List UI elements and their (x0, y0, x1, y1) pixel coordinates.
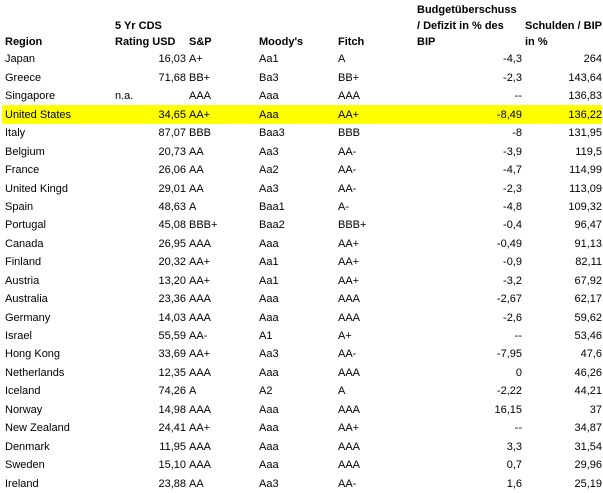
cell-region: France (5, 164, 40, 177)
table-row (2, 290, 602, 308)
cell-budget: -- (514, 422, 522, 435)
cell-moodys: Aa1 (259, 53, 279, 66)
cell-region: Portugal (5, 219, 46, 232)
cell-sp: AAA (189, 237, 212, 250)
table-row (2, 68, 602, 86)
cell-moodys: Aaa (259, 311, 279, 324)
cell-cds: 23,36 (158, 293, 186, 306)
table-row (2, 198, 602, 216)
cell-region: New Zealand (5, 422, 70, 435)
cell-fitch: AA- (338, 348, 357, 361)
cell-budget: -0,49 (496, 237, 522, 250)
cell-fitch: AA+ (338, 237, 360, 250)
cell-region: Spain (5, 200, 34, 213)
cell-fitch: A (338, 53, 346, 66)
cell-region: Hong Kong (5, 348, 61, 361)
table-row (2, 105, 602, 123)
table-row (2, 124, 602, 142)
cell-fitch: AA+ (338, 274, 360, 287)
cell-fitch: AAA (338, 366, 361, 379)
cell-fitch: AA+ (335, 105, 414, 123)
cell-moodys: Baa1 (259, 200, 285, 213)
cell-region: Sweden (5, 459, 45, 472)
cell-cds: 45,08 (158, 219, 186, 232)
table-row (2, 400, 602, 418)
cell-budget: -- (514, 330, 522, 342)
header-budget: Budgetüberschuss / Defizit in % des BIP (417, 4, 517, 48)
cell-cds: 29,01 (158, 182, 186, 195)
cell-moodys: Aa2 (259, 164, 279, 177)
cell-cds: 71,68 (158, 71, 186, 84)
cell-debt: 59,62 (574, 311, 602, 324)
cell-cds: 55,59 (158, 330, 186, 342)
cell-region: Belgium (5, 145, 45, 158)
cell-debt: 34,87 (574, 422, 602, 435)
cell-sp: AAA (189, 311, 212, 324)
cell-debt: 136,22 (522, 105, 602, 123)
cell-budget: -8 (512, 127, 522, 140)
cell-sp: AAA (189, 293, 212, 306)
cell-budget: -3,9 (503, 145, 522, 158)
cell-sp: AA (189, 477, 204, 490)
cell-cds: n.a. (115, 90, 134, 103)
cell-moodys: Aaa (259, 293, 279, 306)
table-row (2, 345, 602, 363)
table-row (2, 327, 602, 345)
cell-fitch: A+ (338, 330, 352, 342)
cell-region: United States (2, 105, 112, 123)
cell-fitch: AAA (338, 311, 361, 324)
cell-budget: 0 (515, 366, 522, 379)
header-moodys: Moody's (259, 36, 304, 48)
header-sp: S&P (189, 36, 212, 48)
cell-cds: 20,73 (158, 145, 186, 158)
cell-sp: BBB (189, 127, 212, 140)
cell-budget: -4,7 (503, 164, 522, 177)
cell-cds: 20,32 (158, 256, 186, 269)
cell-region: Netherlands (5, 366, 65, 379)
cell-sp: AA (189, 145, 204, 158)
cell-cds: 15,10 (158, 459, 186, 472)
cell-sp: AA- (189, 330, 208, 342)
cell-moodys: Aa3 (259, 477, 279, 490)
table-row (2, 382, 602, 400)
cell-cds: 12,35 (158, 366, 186, 379)
cell-moodys: Aaa (259, 403, 279, 416)
cell-sp: AA (189, 164, 204, 177)
cell-debt: 91,13 (574, 237, 602, 250)
cell-debt: 131,95 (568, 127, 602, 140)
cell-region: Ireland (5, 477, 39, 490)
cell-budget: -2,6 (503, 311, 522, 324)
header-cds: 5 Yr CDS Rating USD (115, 20, 176, 48)
table-row (2, 216, 602, 234)
cell-budget: -8,49 (414, 105, 522, 123)
cell-moodys: Aa1 (259, 274, 279, 287)
cell-budget: -- (514, 90, 522, 103)
cell-region: Germany (5, 311, 51, 324)
cell-debt: 47,6 (580, 348, 602, 361)
table-row (2, 234, 602, 252)
table-row (2, 363, 602, 381)
table-row (2, 253, 602, 271)
header-row (2, 2, 602, 50)
cell-moodys: Aaa (259, 459, 279, 472)
cell-fitch: AAA (338, 440, 361, 453)
cell-budget: 1,6 (506, 477, 522, 490)
cell-moodys: Baa2 (259, 219, 285, 232)
cell-cds: 23,88 (158, 477, 186, 490)
cell-debt: 113,09 (569, 182, 602, 195)
sovereign-ratings-table (2, 2, 602, 493)
table-row (2, 456, 602, 474)
cell-moodys: Aa3 (259, 348, 279, 361)
cell-sp: BB+ (189, 71, 211, 84)
cell-fitch: BBB+ (338, 219, 367, 232)
table-row (2, 179, 602, 197)
cell-budget: -0,9 (503, 256, 522, 269)
cell-moodys: Aaa (259, 440, 279, 453)
cell-sp: AAA (189, 440, 212, 453)
cell-debt: 53,46 (574, 330, 602, 342)
cell-region: Iceland (5, 385, 41, 398)
cell-sp: AA+ (189, 348, 211, 361)
cell-debt: 82,11 (575, 256, 602, 269)
cell-debt: 37 (589, 403, 602, 416)
cell-region: Japan (5, 53, 35, 66)
cell-debt: 114,99 (569, 164, 602, 177)
table-row (2, 161, 602, 179)
cell-sp: AAA (189, 403, 212, 416)
header-region: Region (5, 36, 43, 48)
cell-sp: AA (189, 182, 204, 195)
cell-debt: 62,17 (574, 293, 602, 306)
cell-fitch: AA- (338, 145, 357, 158)
cell-fitch: AA- (338, 164, 357, 177)
cell-fitch: AAA (338, 293, 361, 306)
cell-region: United Kingd (5, 182, 68, 195)
cell-budget: -0,4 (503, 219, 522, 232)
cell-moodys: A1 (259, 330, 273, 342)
cell-budget: -4,8 (503, 200, 522, 213)
cell-sp: AA+ (189, 274, 211, 287)
cell-sp: AAA (189, 366, 212, 379)
cell-moodys: Baa3 (259, 127, 285, 140)
cell-budget: 3,3 (506, 440, 522, 453)
cell-moodys: Aaa (259, 366, 279, 379)
table-row (2, 271, 602, 289)
cell-sp: AAA (189, 459, 212, 472)
cell-sp: BBB+ (189, 219, 218, 232)
cell-fitch: A- (338, 200, 349, 213)
header-fitch: Fitch (338, 36, 365, 48)
cell-debt: 25,19 (574, 477, 602, 490)
table-row (2, 50, 602, 68)
cell-debt: 67,92 (574, 274, 602, 287)
cell-sp: A (189, 200, 197, 213)
cell-cds: 33,69 (158, 348, 186, 361)
table-row (2, 87, 602, 105)
table-row (2, 437, 602, 455)
cell-debt: 264 (583, 53, 602, 66)
cell-region: Canada (5, 237, 44, 250)
cell-cds: 74,26 (158, 385, 186, 398)
cell-cds: 11,95 (159, 440, 186, 453)
cell-fitch: AA+ (338, 256, 360, 269)
cell-fitch: BBB (338, 127, 361, 140)
cell-cds: 16,03 (158, 53, 186, 66)
cell-region: Australia (5, 293, 48, 306)
table-row (2, 308, 602, 326)
cell-budget: -7,95 (496, 348, 522, 361)
cell-budget: 16,15 (494, 403, 522, 416)
cell-moodys: Aa3 (259, 182, 279, 195)
cell-fitch: AAA (338, 459, 361, 472)
cell-moodys: Aaa (259, 422, 279, 435)
cell-fitch: AAA (338, 403, 361, 416)
cell-sp: AA+ (189, 422, 211, 435)
cell-moodys: Aaa (259, 90, 279, 103)
cell-debt: 119,5 (575, 145, 602, 158)
cell-debt: 46,26 (574, 366, 602, 379)
cell-moodys: Ba3 (259, 71, 279, 84)
cell-region: Israel (5, 330, 32, 342)
cell-fitch: AA+ (338, 422, 360, 435)
cell-sp: AA+ (189, 256, 211, 269)
cell-budget: -3,2 (503, 274, 522, 287)
cell-cds: 14,03 (158, 311, 186, 324)
cell-sp: A+ (189, 53, 203, 66)
cell-cds: 34,65 (112, 105, 186, 123)
header-debt: Schulden / BIP in % (525, 20, 602, 48)
cell-debt: 44,21 (574, 385, 602, 398)
cell-budget: -2,22 (496, 385, 522, 398)
cell-region: Italy (5, 127, 26, 140)
cell-sp: AAA (189, 90, 212, 103)
cell-region: Singapore (5, 90, 56, 103)
cell-moodys: A2 (259, 385, 273, 398)
cell-sp: A (189, 385, 197, 398)
table-row (2, 474, 602, 492)
cell-budget: 0,7 (506, 459, 522, 472)
cell-region: Norway (5, 403, 43, 416)
cell-debt: 96,47 (574, 219, 602, 232)
cell-fitch: A (338, 385, 346, 398)
cell-debt: 136,83 (568, 90, 602, 103)
cell-budget: -4,3 (503, 53, 522, 66)
cell-cds: 13,20 (158, 274, 186, 287)
cell-cds: 87,07 (158, 127, 186, 140)
cell-cds: 14,98 (158, 403, 186, 416)
cell-region: Denmark (5, 440, 50, 453)
cell-region: Finland (5, 256, 42, 269)
cell-region: Greece (5, 71, 42, 84)
table-row (2, 419, 602, 437)
cell-debt: 29,96 (574, 459, 602, 472)
cell-debt: 109,32 (568, 200, 602, 213)
cell-fitch: AAA (338, 90, 361, 103)
cell-region: Austria (5, 274, 40, 287)
cell-sp: AA+ (186, 105, 256, 123)
cell-moodys: Aa1 (259, 256, 279, 269)
cell-budget: -2,3 (503, 182, 522, 195)
cell-budget: -2,67 (496, 293, 522, 306)
cell-debt: 31,54 (574, 440, 602, 453)
cell-cds: 26,06 (158, 164, 186, 177)
table-row (2, 142, 602, 160)
cell-fitch: AA- (338, 477, 357, 490)
cell-debt: 143,64 (568, 71, 602, 84)
cell-moodys: Aaa (259, 237, 279, 250)
cell-moodys: Aa3 (259, 145, 279, 158)
cell-moodys: Aaa (256, 105, 335, 123)
cell-cds: 26,95 (158, 237, 186, 250)
cell-budget: -2,3 (503, 71, 522, 84)
cell-fitch: AA- (338, 182, 357, 195)
cell-cds: 24,41 (158, 422, 186, 435)
cell-fitch: BB+ (338, 71, 360, 84)
cell-cds: 48,63 (158, 200, 186, 213)
